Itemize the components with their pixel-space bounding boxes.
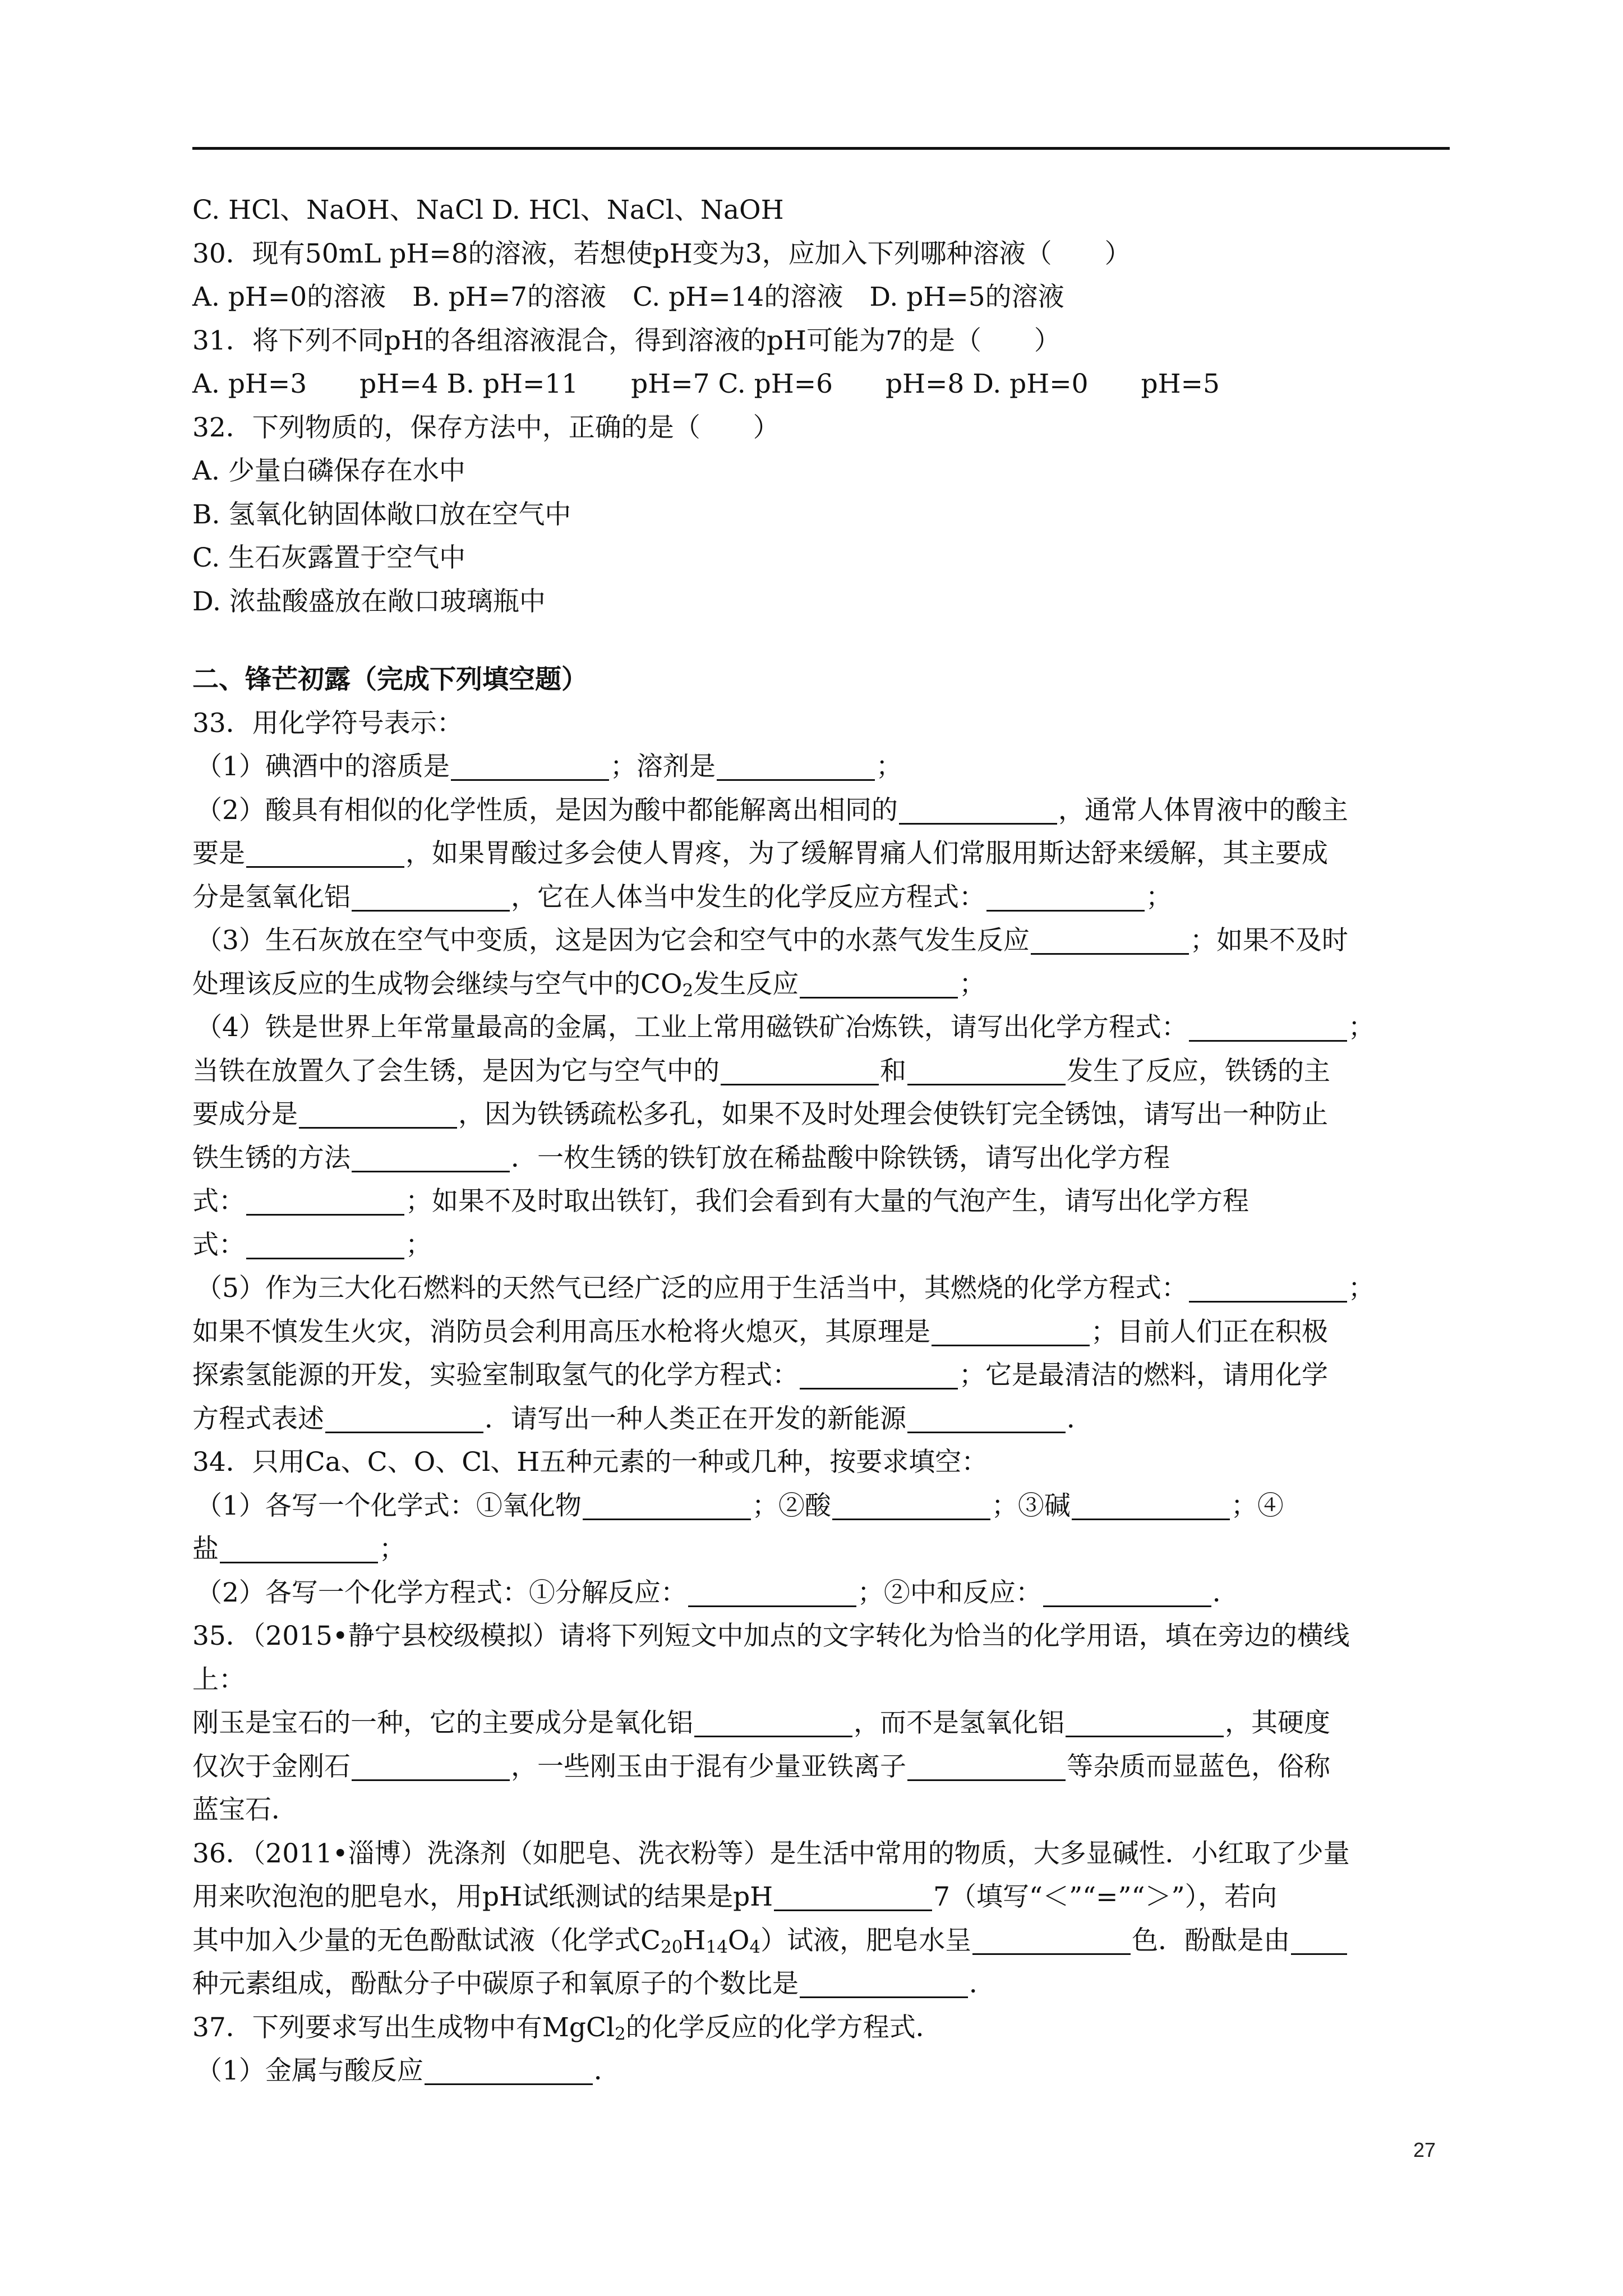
q29-options-cd: C. HCl、NaOH、NaCl D. HCl、NaCl、NaOH: [192, 195, 784, 226]
answer-blank[interactable]: [1072, 1489, 1230, 1520]
q33-part3-line1: （3）生石灰放在空气中变质，这是因为它会和空气中的水蒸气发生反应 ；如果不及时: [196, 925, 1348, 956]
answer-blank[interactable]: [352, 1750, 510, 1781]
q31-options: A. pH=3 pH=4 B. pH=11 pH=7 C. pH=6 pH=8 D. pH=0 pH=5: [192, 369, 1220, 399]
q37-stem: 37．下列要求写出生成物中有MgCl2的化学反应的化学方程式．: [192, 2012, 942, 2044]
q33-part2-line1: （2）酸具有相似的化学性质，是因为酸中都能解离出相同的 ，通常人体胃液中的酸主: [196, 794, 1348, 826]
q32-stem: 32．下列物质的，保存方法中，正确的是（ ）: [192, 412, 780, 443]
q35-stem-line1: 35．（2015•静宁县校级模拟）请将下列短文中加点的文字转化为恰当的化学用语，填在旁边的横线: [192, 1621, 1350, 1651]
q31-stem: 31．将下列不同pH的各组溶液混合，得到溶液的pH可能为7的是（ ）: [192, 325, 1061, 356]
answer-blank[interactable]: [800, 1359, 958, 1389]
answer-blank[interactable]: [717, 750, 875, 781]
q33-part4-line4: 铁生锈的方法 ．一枚生锈的铁钉放在稀盐酸中除铁锈，请写出化学方程: [192, 1142, 1170, 1174]
q33-stem: 33．用化学符号表示：: [192, 707, 463, 739]
q36-line3: 其中加入少量的无色酚酞试液（化学式C20H14O4）试液，肥皂水呈 色．酚酞是由: [192, 1919, 1450, 1963]
q36-line2: 用来吹泡泡的肥皂水，用pH试纸测试的结果是pH 7（填写“＜”“=”“＞”），若向: [192, 1881, 1278, 1912]
answer-blank[interactable]: [1031, 924, 1189, 955]
answer-blank[interactable]: [932, 1315, 1090, 1346]
q35-stem-line2: 上：: [192, 1664, 245, 1695]
q35-text-line3: 蓝宝石．: [192, 1795, 298, 1825]
answer-blank[interactable]: [246, 1228, 404, 1259]
answer-blank[interactable]: [220, 1533, 378, 1563]
answer-blank[interactable]: [688, 1576, 856, 1607]
q33-part2-line2: 要是 ，如果胃酸过多会使人胃疼，为了缓解胃痛人们常服用斯达舒来缓解，其主要成: [192, 838, 1328, 869]
answer-blank[interactable]: [774, 1880, 932, 1911]
q34-part2: （2）各写一个化学方程式：①分解反应： ；②中和反应： ．: [196, 1577, 1239, 1608]
answer-blank[interactable]: [899, 794, 1057, 825]
q32-option-b: B. 氢氧化钠固体敞口放在空气中: [192, 499, 571, 530]
q33-part1: （1）碘酒中的溶质是 ；溶剂是 ；: [196, 751, 902, 782]
q33-part4-line3: 要成分是 ，因为铁锈疏松多孔，如果不及时处理会使铁钉完全锈蚀，请写出一种防止: [192, 1099, 1328, 1130]
q36-line4: 种元素组成，酚酞分子中碳原子和氧原子的个数比是 ．: [192, 1968, 995, 1999]
answer-blank[interactable]: [800, 1967, 968, 1998]
q33-part3-line2: 处理该反应的生成物会继续与空气中的CO2发生反应 ；: [192, 968, 986, 1001]
q34-stem: 34．只用Ca、C、O、Cl、H五种元素的一种或几种，按要求填空：: [192, 1447, 988, 1478]
q35-text-line1: 刚玉是宝石的一种，它的主要成分是氧化铝 ，而不是氢氧化铝 ，其硬度: [192, 1708, 1330, 1738]
q34-part1-line2: 盐 ；: [192, 1534, 405, 1565]
q33-part4-line1: （4）铁是世界上年常量最高的金属，工业上常用磁铁矿冶炼铁，请写出化学方程式： ；: [196, 1012, 1375, 1043]
answer-blank[interactable]: [1043, 1576, 1211, 1607]
page-number: 27: [1413, 2138, 1436, 2161]
answer-blank[interactable]: [907, 1055, 1066, 1085]
answer-blank[interactable]: [694, 1706, 852, 1737]
q33-part4-line6: 式： ；: [192, 1229, 432, 1260]
section-heading: 二、锋芒初露（完成下列填空题）: [192, 664, 588, 695]
q33-part4-line5: 式： ；如果不及时取出铁钉，我们会看到有大量的气泡产生，请写出化学方程: [192, 1186, 1249, 1217]
q32-option-a: A. 少量白磷保存在水中: [192, 455, 465, 486]
answer-blank[interactable]: [721, 1055, 879, 1085]
q35-text-line2: 仅次于金刚石 ，一些刚玉由于混有少量亚铁离子 等杂质而显蓝色，俗称: [192, 1751, 1330, 1782]
answer-blank[interactable]: [425, 2054, 593, 2085]
answer-blank[interactable]: [907, 1750, 1066, 1781]
q30-stem: 30．现有50mL pH=8的溶液，若想使pH变为3，应加入下列哪种溶液（ ）: [192, 238, 1131, 269]
answer-blank[interactable]: [299, 1098, 457, 1129]
q36-line1: 36．（2011•淄博）洗涤剂（如肥皂、洗衣粉等）是生活中常用的物质，大多显碱性．小红取了少量: [192, 1838, 1350, 1869]
q33-part5-line2: 如果不慎发生火灾，消防员会利用高压水枪将火熄灭，其原理是 ；目前人们正在积极: [192, 1316, 1328, 1347]
answer-blank[interactable]: [1291, 1924, 1347, 1955]
q37-part1: （1）金属与酸反应 ．: [196, 2055, 620, 2086]
answer-blank[interactable]: [583, 1489, 751, 1520]
answer-blank[interactable]: [1189, 1011, 1347, 1042]
answer-blank[interactable]: [907, 1402, 1066, 1433]
document-body: [192, 188, 1450, 2093]
header-rule: [192, 147, 1450, 150]
q33-part4-line2: 当铁在放置久了会生锈，是因为它与空气中的 和 发生了反应，铁锈的主: [192, 1055, 1330, 1087]
q34-part1-line1: （1）各写一个化学式：①氧化物 ；②酸 ；③碱 ；④: [196, 1490, 1284, 1521]
answer-blank[interactable]: [246, 1185, 404, 1216]
answer-blank[interactable]: [325, 1402, 483, 1433]
answer-blank[interactable]: [352, 881, 510, 912]
answer-blank[interactable]: [1066, 1706, 1224, 1737]
q32-option-d: D. 浓盐酸盛放在敞口玻璃瓶中: [192, 586, 546, 617]
answer-blank[interactable]: [800, 968, 958, 999]
q33-part2-line3: 分是氢氧化铝 ，它在人体当中发生的化学反应方程式： ；: [192, 881, 1172, 913]
answer-blank[interactable]: [451, 750, 609, 781]
answer-blank[interactable]: [246, 837, 404, 868]
q33-part5-line3: 探索氢能源的开发，实验室制取氢气的化学方程式： ；它是最清洁的燃料，请用化学: [192, 1360, 1328, 1391]
answer-blank[interactable]: [972, 1924, 1131, 1955]
q33-part5-line4: 方程式表述 ．请写出一种人类正在开发的新能源 ．: [192, 1403, 1093, 1434]
answer-blank[interactable]: [352, 1142, 510, 1172]
answer-blank[interactable]: [1189, 1272, 1347, 1303]
q30-options: A. pH=0的溶液 B. pH=7的溶液 C. pH=14的溶液 D. pH=5的溶液: [192, 282, 1064, 312]
answer-blank[interactable]: [986, 881, 1145, 912]
answer-blank[interactable]: [832, 1489, 990, 1520]
q32-option-c: C. 生石灰露置于空气中: [192, 542, 466, 573]
q33-part5-line1: （5）作为三大化石燃料的天然气已经广泛的应用于生活当中，其燃烧的化学方程式： ；: [196, 1273, 1375, 1304]
